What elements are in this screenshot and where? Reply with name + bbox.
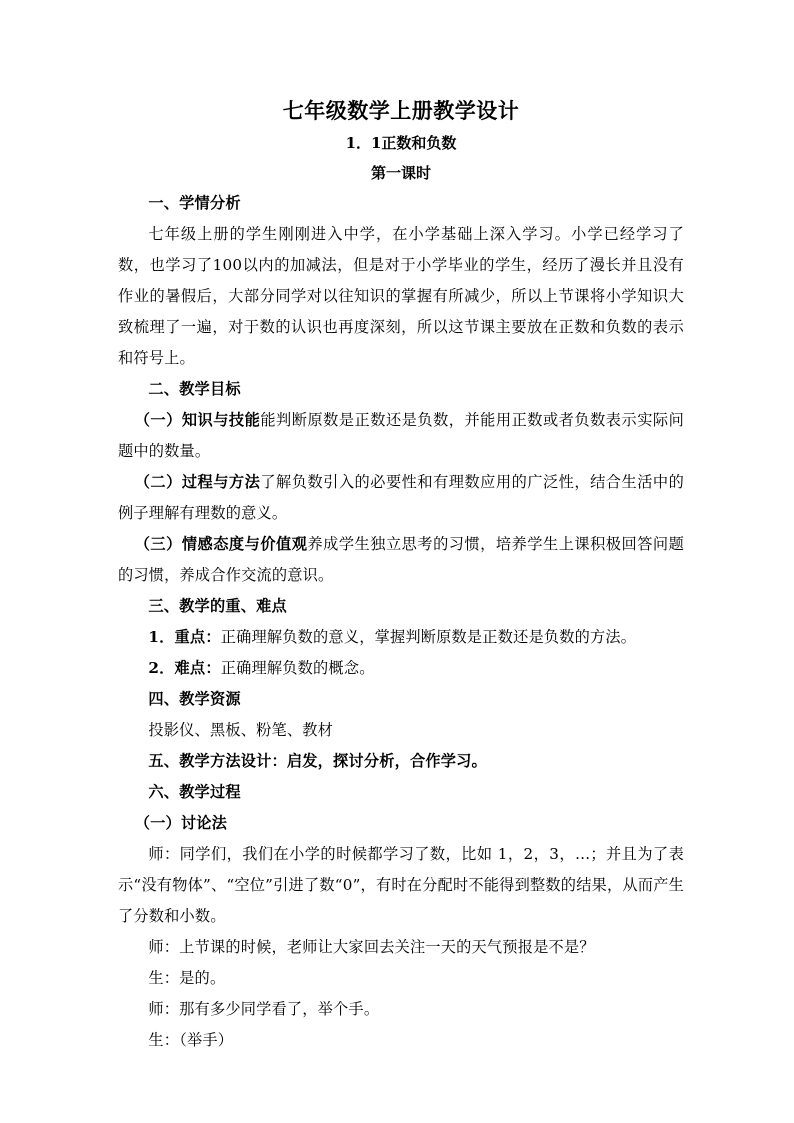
goal-process-methods xyxy=(118,467,684,529)
goal-knowledge-skills xyxy=(118,405,684,467)
dialog-line: 生：是的。 xyxy=(148,969,226,987)
key-point-text: 正确理解负数的意义，掌握判断原数是正数还是负数的方法。 xyxy=(220,628,637,646)
heading-teaching-process: 六、教学过程 xyxy=(148,783,241,801)
heading-learning-analysis: 一、学情分析 xyxy=(148,194,241,212)
difficult-point-text: 正确理解负数的概念。 xyxy=(220,659,375,677)
paragraph-learning-analysis: 七年级上册的学生刚刚进入中学，在小学基础上深入学习。小学已经学习了数，也学习了100以内的加减法，但是对于小学毕业的学生，经历了漫长并且没有作业的暑假后，大部分同学对以往知识的掌握有所减少，所以上节课将小学知识大致梳理了一遍，对于数的认识也再度深刻，所以这节课主要放在正数和负数的表示和符号上。 xyxy=(118,225,684,367)
dialog-line: 师：同学们，我们在小学的时候都学习了数，比如 1，2，3，…；并且为了表示“没有物体”、“空位”引进了数“0”，有时在分配时不能得到整数的结果，从而产生了分数和小数。 xyxy=(118,845,684,925)
difficult-point-label: 2．难点： xyxy=(148,659,221,677)
difficult-point xyxy=(118,653,684,684)
key-point xyxy=(118,622,684,653)
goal-process-methods-text: 了解负数引入的必要性和有理数应用的广泛性，结合生活中的例子理解有理数的意义。 xyxy=(118,473,684,522)
document-title: 七年级数学上册教学设计 xyxy=(282,98,520,123)
heading-teaching-methods: 五、教学方法设计：启发，探讨分析，合作学习。 xyxy=(148,752,487,770)
goal-attitude-values-label: （三）情感态度与价值观 xyxy=(134,535,308,553)
lesson-label: 第一课时 xyxy=(370,164,431,182)
dialog-line: 师：上节课的时候，老师让大家回去关注一天的天气预报是不是？ xyxy=(148,938,595,956)
key-point-label: 1．重点： xyxy=(148,628,221,646)
paragraph-teaching-resources: 投影仪、黑板、粉笔、教材 xyxy=(148,721,334,739)
goal-process-methods-label: （二）过程与方法 xyxy=(134,473,261,491)
goal-knowledge-skills-text: 能判断原数是正数还是负数，并能用正数或者负数表示实际问题中的数量。 xyxy=(118,411,684,460)
dialog-line: 师：那有多少同学看了，举个手。 xyxy=(148,1000,380,1018)
section-subtitle: 1．1正数和负数 xyxy=(345,134,457,152)
dialog-line: 生：（举手） xyxy=(148,1031,234,1049)
goal-attitude-values-text: 养成学生独立思考的习惯，培养学生上课积极回答问题的习惯，养成合作交流的意识。 xyxy=(118,535,684,584)
heading-teaching-resources: 四、教学资源 xyxy=(148,690,241,708)
goal-attitude-values xyxy=(118,529,684,591)
heading-teaching-goals: 二、教学目标 xyxy=(148,380,241,398)
subheading-discussion: （一）讨论法 xyxy=(134,814,228,832)
document-page xyxy=(118,94,684,1056)
goal-knowledge-skills-label: （一）知识与技能 xyxy=(134,411,261,429)
heading-key-difficult-points: 三、教学的重、难点 xyxy=(148,597,287,615)
